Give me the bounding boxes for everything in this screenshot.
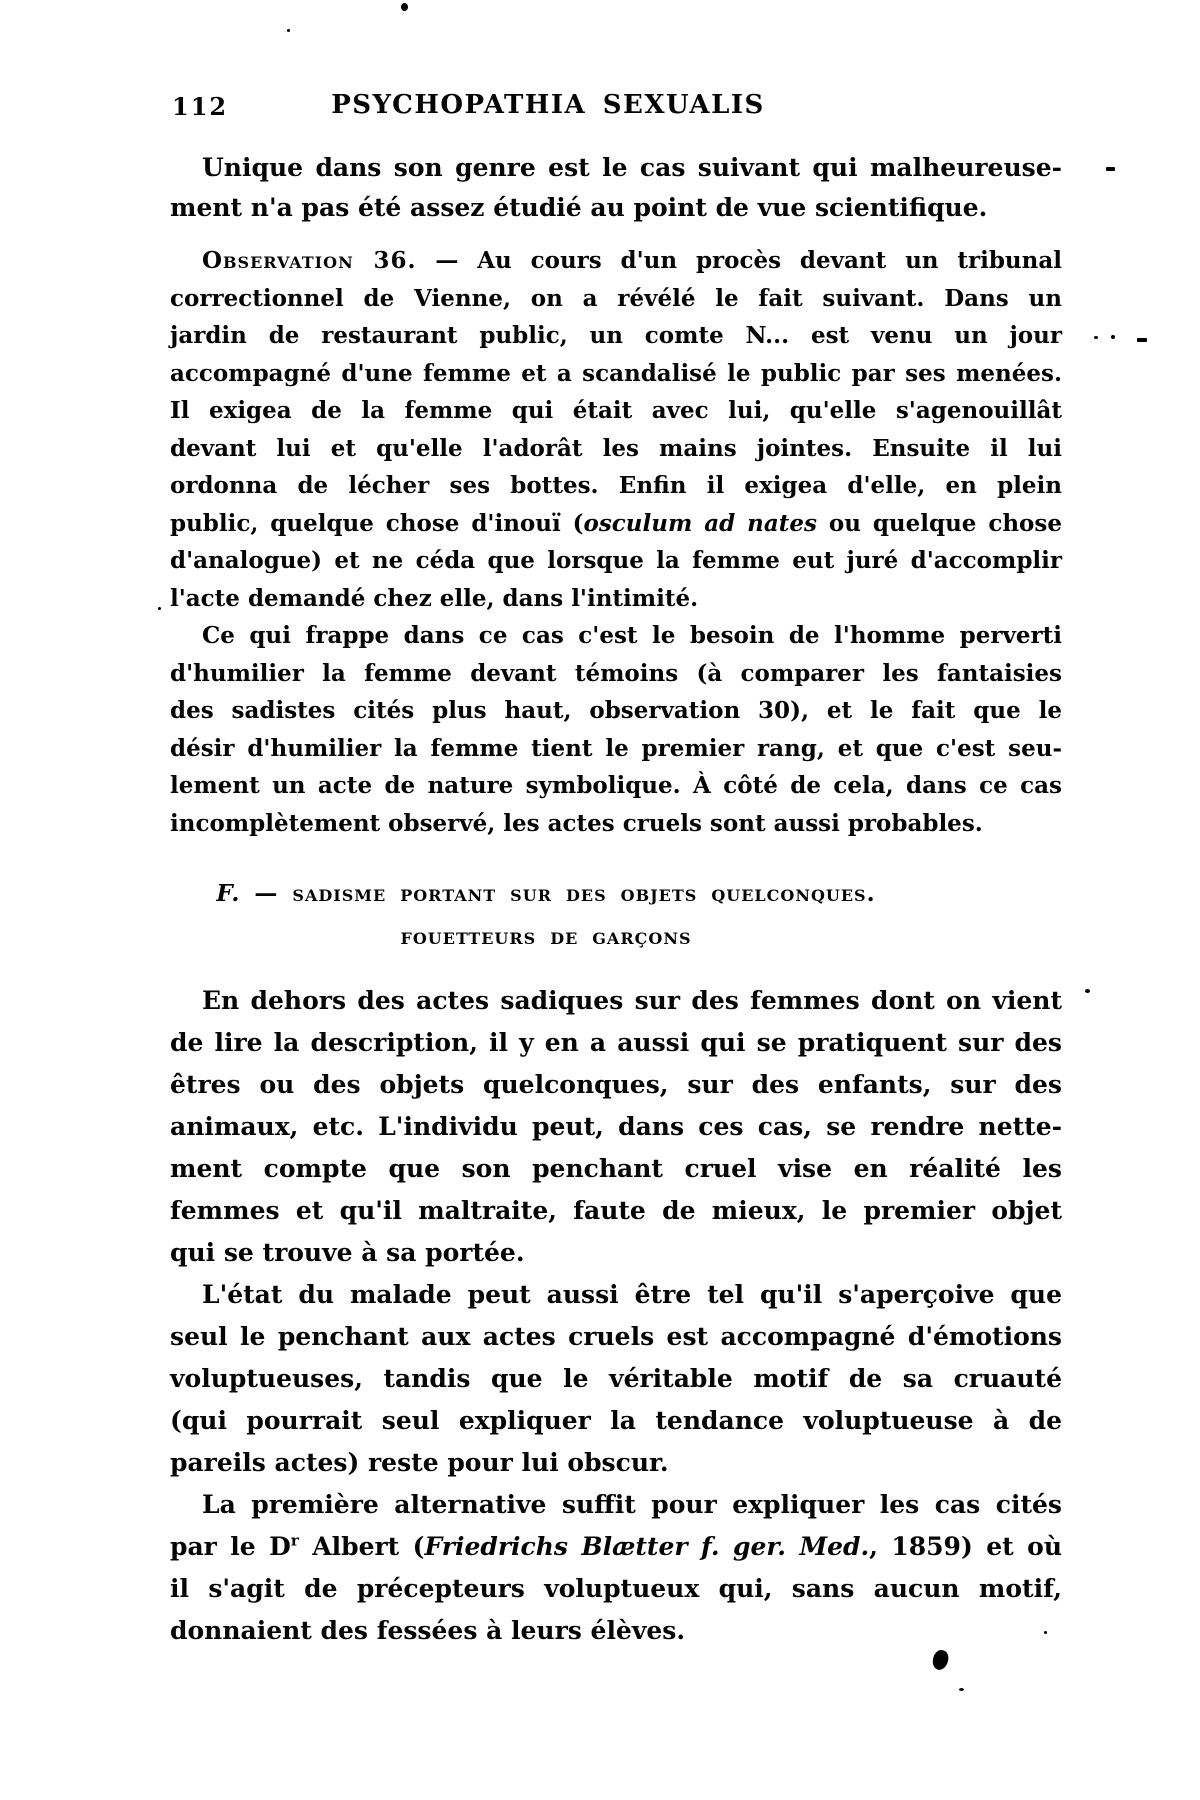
- text-line: [170, 317, 1062, 355]
- text-segment: de lire la description, il y en a aussi qui se pratiquent sur des: [170, 1028, 1062, 1057]
- text-segment: désir d'humilier la femme tient le premier rang, et que c'est seu-: [170, 734, 1062, 762]
- text-line: [170, 280, 1062, 318]
- text-segment: d'analogue) et ne céda que lorsque la femme eut juré d'accomplir: [170, 547, 1062, 574]
- text-segment: Albert (: [298, 1532, 425, 1561]
- text-line: [170, 1526, 1062, 1568]
- text-segment: Observation 36.: [202, 247, 417, 274]
- text-segment: , 1859) et où: [869, 1532, 1062, 1561]
- text-segment: femmes et qu'il maltraite, faute de mieux, le premier objet: [170, 1196, 1062, 1225]
- text-segment: ordonna de lécher ses bottes. Enfin il exigea d'elle, en plein: [170, 472, 1062, 499]
- text-line: [170, 1442, 1062, 1484]
- ink-speck: [1094, 336, 1098, 339]
- text-segment: Il exigea de la femme qui était avec lui, qu'elle s'agenouillât: [170, 397, 1062, 424]
- text-segment: des sadistes cités plus haut, observation 30), et le fait que le: [170, 697, 1062, 724]
- text-line: [170, 730, 1062, 768]
- text-line: [170, 1610, 1062, 1652]
- text-line: [170, 617, 1062, 655]
- text-segment: accompagné d'une femme et a scandalisé le public par ses menées.: [170, 359, 1062, 387]
- text-segment: qui se trouve à sa portée.: [170, 1238, 525, 1267]
- text-segment: incomplètement observé, les actes cruels sont aussi probables.: [170, 809, 983, 837]
- ink-speck: [1085, 989, 1090, 993]
- text-segment: —: [240, 880, 293, 907]
- text-segment: Friedrichs Blætter f. ger. Med.: [424, 1532, 870, 1561]
- text-line: [170, 542, 1062, 580]
- text-segment: voluptueuses, tandis que le véritable motif de sa cruauté: [170, 1364, 1062, 1393]
- text-line: [170, 148, 1062, 188]
- page-number: 112: [172, 92, 229, 121]
- text-line: [170, 805, 1062, 843]
- text-segment: devant lui et qu'elle l'adorât les mains jointes. Ensuite il lui: [170, 434, 1062, 462]
- ink-speck: [959, 1688, 964, 1691]
- text-segment: êtres ou des objets quelconques, sur des enfants, sur des: [170, 1070, 1062, 1099]
- ink-speck: [287, 29, 290, 32]
- text-line: [170, 1232, 1062, 1274]
- text-segment: lement un acte de nature symbolique. À côté de cela, dans ce cas: [170, 772, 1062, 799]
- text-segment: r: [290, 1531, 299, 1550]
- text-segment: donnaient des fessées à leurs élèves.: [170, 1616, 686, 1645]
- body-paragraph-3: [170, 1484, 1062, 1652]
- text-line: [170, 1274, 1062, 1316]
- text-line: [170, 467, 1062, 505]
- text-line: [170, 1190, 1062, 1232]
- commentary-paragraph: [170, 617, 1062, 842]
- running-title: PSYCHOPATHIA SEXUALIS: [331, 90, 765, 120]
- text-line: [170, 242, 1062, 280]
- ink-speck: [1111, 335, 1115, 339]
- text-line: [170, 505, 1062, 543]
- ink-speck: [1044, 1631, 1047, 1634]
- text-segment: osculum ad nates: [583, 509, 817, 537]
- body-paragraph-1: [170, 980, 1062, 1274]
- text-line: [170, 580, 1062, 618]
- text-segment: sadisme portant sur des objets quelconques.: [292, 880, 876, 907]
- text-line: [170, 980, 1062, 1022]
- text-segment: seul le penchant aux actes cruels est accompagné d'émotions: [170, 1322, 1062, 1351]
- text-segment: ou quelque chose: [816, 509, 1062, 537]
- text-segment: public, quelque chose d'inouï (: [170, 509, 584, 537]
- text-segment: correctionnel de Vienne, on a révélé le fait suivant. Dans un: [170, 284, 1062, 312]
- text-line: [170, 355, 1062, 393]
- intro-paragraph: [170, 148, 1062, 228]
- text-segment: En dehors des actes sadiques sur des femmes dont on vient: [202, 986, 1062, 1015]
- text-segment: Ce qui frappe dans ce cas c'est le besoin de l'homme perverti: [202, 622, 1062, 649]
- ink-blot: [931, 1649, 950, 1672]
- text-line: [170, 188, 1062, 228]
- text-segment: ment n'a pas été assez étudié au point de vue scientifique.: [170, 193, 988, 222]
- ink-speck: [1106, 167, 1115, 171]
- text-line: [170, 430, 1062, 468]
- text-line: [170, 1568, 1062, 1610]
- text-line: [170, 767, 1062, 805]
- text-line: [170, 915, 922, 958]
- text-line: [170, 1106, 1062, 1148]
- text-segment: La première alternative suffit pour expliquer les cas cités: [202, 1490, 1062, 1519]
- text-line: [170, 1316, 1062, 1358]
- text-line: [170, 392, 1062, 430]
- text-line: [170, 872, 922, 915]
- text-segment: fouetteurs de garçons: [400, 923, 692, 950]
- text-line: [170, 1022, 1062, 1064]
- text-segment: F.: [216, 880, 241, 907]
- text-line: [170, 1358, 1062, 1400]
- ink-speck: [1137, 338, 1147, 342]
- body-paragraph-2: [170, 1274, 1062, 1484]
- text-line: [170, 1484, 1062, 1526]
- text-segment: jardin de restaurant public, un comte N... est venu un jour: [170, 322, 1062, 349]
- text-segment: d'humilier la femme devant témoins (à comparer les fantaisies: [170, 659, 1062, 687]
- text-line: [170, 1148, 1062, 1190]
- text-segment: l'acte demandé chez elle, dans l'intimité.: [170, 584, 699, 612]
- text-segment: (qui pourrait seul expliquer la tendance voluptueuse à de: [170, 1406, 1062, 1435]
- text-segment: — Au cours d'un procès devant un tribunal: [416, 247, 1062, 274]
- text-segment: par le D: [170, 1532, 291, 1561]
- text-line: [170, 692, 1062, 730]
- text-segment: ment compte que son penchant cruel vise en réalité les: [170, 1154, 1062, 1183]
- text-line: [170, 655, 1062, 693]
- text-segment: pareils actes) reste pour lui obscur.: [170, 1448, 669, 1477]
- text-line: [170, 1064, 1062, 1106]
- ink-speck: [158, 607, 161, 610]
- text-segment: il s'agit de précepteurs voluptueux qui, sans aucun motif,: [170, 1574, 1062, 1603]
- text-segment: Unique dans son genre est le cas suivant qui malheureuse-: [202, 153, 1062, 182]
- text-line: [170, 1400, 1062, 1442]
- text-segment: animaux, etc. L'individu peut, dans ces cas, se rendre nette-: [170, 1112, 1062, 1141]
- ink-speck: [401, 3, 408, 11]
- section-f-heading: [170, 872, 1062, 958]
- text-block: [170, 148, 1062, 1652]
- text-segment: L'état du malade peut aussi être tel qu'il s'aperçoive que: [202, 1280, 1062, 1309]
- observation-36-paragraph: [170, 242, 1062, 617]
